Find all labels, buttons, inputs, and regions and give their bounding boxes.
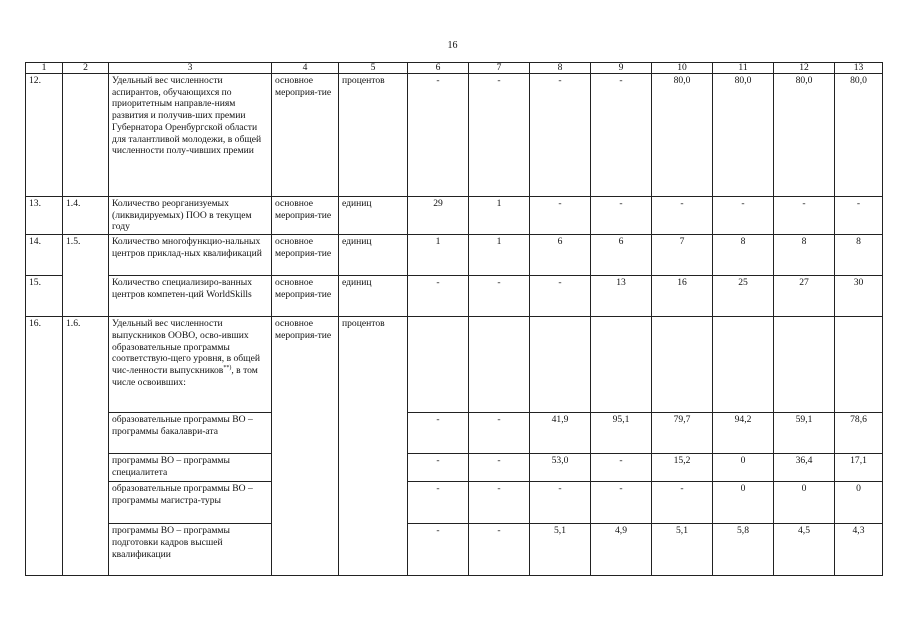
header-cell: 1 [26, 63, 63, 74]
value-cell: - [713, 197, 774, 235]
header-cell: 11 [713, 63, 774, 74]
value-cell: 25 [713, 276, 774, 317]
value-cell [713, 317, 774, 413]
value-cell: 95,1 [591, 413, 652, 454]
row-number: 14. [26, 235, 63, 276]
indicator-unit: единиц [339, 235, 408, 276]
value-cell: - [530, 197, 591, 235]
value-cell: 80,0 [652, 74, 713, 197]
value-cell: - [774, 197, 835, 235]
value-cell: 94,2 [713, 413, 774, 454]
row-code [63, 276, 109, 317]
value-cell: 80,0 [774, 74, 835, 197]
value-cell: - [469, 413, 530, 454]
indicator-unit: единиц [339, 276, 408, 317]
value-cell: - [835, 197, 883, 235]
indicator-unit: процентов [339, 317, 408, 576]
indicator-text [109, 317, 272, 413]
value-cell: - [530, 276, 591, 317]
value-cell: - [652, 197, 713, 235]
table-row [26, 454, 883, 482]
value-cell: - [408, 454, 469, 482]
table-row [26, 413, 883, 454]
table-row [26, 524, 883, 576]
header-cell: 9 [591, 63, 652, 74]
value-cell [408, 317, 469, 413]
value-cell: 36,4 [774, 454, 835, 482]
header-cell: 6 [408, 63, 469, 74]
header-cell: 5 [339, 63, 408, 74]
value-cell: 6 [530, 235, 591, 276]
value-cell: 5,8 [713, 524, 774, 576]
value-cell [774, 317, 835, 413]
page-number: 16 [447, 40, 458, 51]
value-cell: 30 [835, 276, 883, 317]
value-cell: - [469, 276, 530, 317]
header-cell: 2 [63, 63, 109, 74]
value-cell: 4,5 [774, 524, 835, 576]
header-row [26, 63, 883, 74]
header-cell: 8 [530, 63, 591, 74]
indicator-type: основное мероприя-тие [272, 235, 339, 276]
row-code: 1.4. [63, 197, 109, 235]
header-cell: 10 [652, 63, 713, 74]
value-cell: - [652, 482, 713, 524]
value-cell: 29 [408, 197, 469, 235]
indicator-type: основное мероприя-тие [272, 74, 339, 197]
value-cell: - [469, 74, 530, 197]
value-cell: - [469, 454, 530, 482]
row-code: 1.6. [63, 317, 109, 576]
header-cell: 4 [272, 63, 339, 74]
value-cell: 0 [713, 454, 774, 482]
indicator-text-main: Удельный вес численности выпускников ООВО, осво-ивших образовательные программы соответствую-щего уровня, в общей чис-ленности выпускников [112, 318, 260, 376]
value-cell: 5,1 [530, 524, 591, 576]
value-cell: 5,1 [652, 524, 713, 576]
value-cell: 8 [713, 235, 774, 276]
indicator-subtext: программы ВО – программы подготовки кадров высшей квалификации [109, 524, 272, 576]
header-cell: 3 [109, 63, 272, 74]
indicator-unit: процентов [339, 74, 408, 197]
value-cell: 27 [774, 276, 835, 317]
row-number: 15. [26, 276, 63, 317]
value-cell: - [591, 197, 652, 235]
indicator-text: Количество реорганизуемых (ликвидируемых) ПОО в текущем году [109, 197, 272, 235]
value-cell: 7 [652, 235, 713, 276]
indicator-text-tail: , в том числе освоивших: [112, 364, 258, 388]
table-row [26, 74, 883, 197]
indicator-type: основное мероприя-тие [272, 276, 339, 317]
indicator-text: Количество специализиро-ванных центров компетен-ций WorldSkills [109, 276, 272, 317]
value-cell [652, 317, 713, 413]
indicator-text: Удельный вес численности аспирантов, обучающихся по приоритетным направле-ниям развития и получив-ших премии Губернатора Оренбургской области для талантливой молодежи, в общей численности полу-чивших премии [109, 74, 272, 197]
value-cell: 4,9 [591, 524, 652, 576]
value-cell: 59,1 [774, 413, 835, 454]
indicator-type: основное мероприя-тие [272, 197, 339, 235]
value-cell: 8 [835, 235, 883, 276]
table-row [26, 235, 883, 276]
value-cell: 6 [591, 235, 652, 276]
value-cell: - [408, 74, 469, 197]
value-cell [835, 317, 883, 413]
table-row [26, 197, 883, 235]
value-cell: 1 [469, 197, 530, 235]
value-cell: 80,0 [835, 74, 883, 197]
value-cell: 4,3 [835, 524, 883, 576]
value-cell [591, 317, 652, 413]
value-cell: - [591, 454, 652, 482]
value-cell: 78,6 [835, 413, 883, 454]
row-number: 12. [26, 74, 63, 197]
value-cell: 53,0 [530, 454, 591, 482]
header-cell: 13 [835, 63, 883, 74]
row-number: 16. [26, 317, 63, 576]
value-cell: 41,9 [530, 413, 591, 454]
value-cell: - [530, 482, 591, 524]
value-cell: - [591, 74, 652, 197]
indicator-text: Количество многофункцио-нальных центров приклад-ных квалификаций [109, 235, 272, 276]
value-cell: 0 [713, 482, 774, 524]
value-cell: - [408, 413, 469, 454]
value-cell: - [408, 482, 469, 524]
value-cell [530, 317, 591, 413]
value-cell: 1 [469, 235, 530, 276]
value-cell: - [469, 482, 530, 524]
value-cell: 15,2 [652, 454, 713, 482]
value-cell: 79,7 [652, 413, 713, 454]
row-number: 13. [26, 197, 63, 235]
indicator-subtext: программы ВО – программы специалитета [109, 454, 272, 482]
value-cell: 1 [408, 235, 469, 276]
table-row [26, 317, 883, 413]
value-cell: 16 [652, 276, 713, 317]
value-cell: 80,0 [713, 74, 774, 197]
table-row [26, 276, 883, 317]
row-code [63, 74, 109, 197]
value-cell: 0 [774, 482, 835, 524]
value-cell: - [591, 482, 652, 524]
header-cell: 7 [469, 63, 530, 74]
indicator-subtext: образовательные программы ВО – программы бакалаври-ата [109, 413, 272, 454]
value-cell: - [408, 524, 469, 576]
indicator-subtext: образовательные программы ВО – программы магистра-туры [109, 482, 272, 524]
header-cell: 12 [774, 63, 835, 74]
indicators-table [25, 62, 883, 576]
indicator-type: основное мероприя-тие [272, 317, 339, 576]
value-cell: - [408, 276, 469, 317]
value-cell: - [469, 524, 530, 576]
footnote-mark: **) [223, 364, 232, 371]
value-cell: 13 [591, 276, 652, 317]
value-cell [469, 317, 530, 413]
value-cell: 8 [774, 235, 835, 276]
value-cell: - [530, 74, 591, 197]
indicator-unit: единиц [339, 197, 408, 235]
table-row [26, 482, 883, 524]
value-cell: 0 [835, 482, 883, 524]
value-cell: 17,1 [835, 454, 883, 482]
row-code: 1.5. [63, 235, 109, 276]
